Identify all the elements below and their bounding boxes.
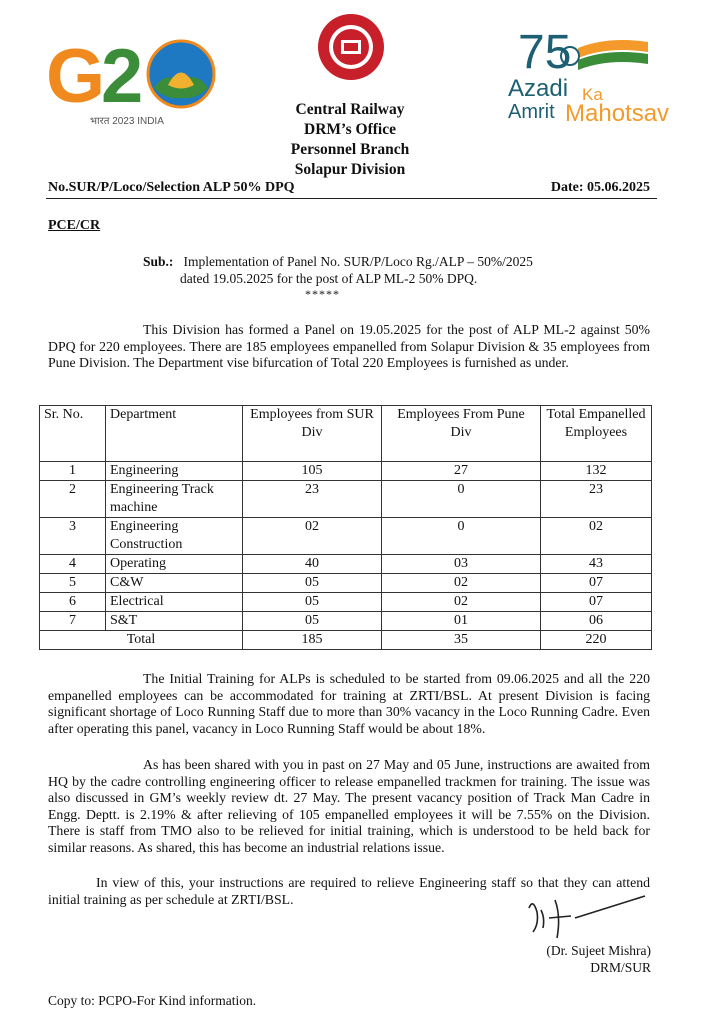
cell-sr: 7 <box>40 612 106 631</box>
copy-to-line: Copy to: PCPO-For Kind information. <box>48 993 257 1008</box>
cell-dept: Engineering <box>106 462 243 481</box>
cell-pune: 0 <box>382 481 541 518</box>
svg-text:G: G <box>46 34 106 119</box>
cell-sr: 6 <box>40 593 106 612</box>
cell-sr: 2 <box>40 481 106 518</box>
paragraph-1-text: This Division has formed a Panel on 19.05.2025 for the post of ALP ML-2 against 50% DPQ for 220 employees. There are 185 employees empanelled from Solapur Division & 35 employees from Pune Division. The Department vise bifurcation of Total 220 Employees is furnished as under. <box>48 322 650 371</box>
table-row <box>40 481 652 518</box>
col-header-department: Department <box>106 406 243 462</box>
cell-pune: 27 <box>382 462 541 481</box>
indian-railways-emblem <box>316 12 386 82</box>
paragraph-4-text: In view of this, your instructions are required to relieve Engineering staff so that they can attend initial training as per schedule at ZRTI/BSL. <box>48 875 650 907</box>
azadi-number: 75 <box>518 26 572 79</box>
reference-line <box>48 180 650 196</box>
g20-subtitle: भारत 2023 INDIA <box>90 116 164 127</box>
total-all: 220 <box>541 631 652 650</box>
cell-dept: Engineering Track machine <box>106 481 243 518</box>
office-header <box>200 100 500 180</box>
cell-sur: 02 <box>243 518 382 555</box>
subject-line-2: dated 19.05.2025 for the post of ALP ML-2 50% DPQ. <box>180 271 478 286</box>
cell-pune: 0 <box>382 518 541 555</box>
cell-pune: 01 <box>382 612 541 631</box>
signature-icon <box>515 888 655 948</box>
col-header-total: Total Empanelled Employees <box>541 406 652 462</box>
cell-pune: 02 <box>382 574 541 593</box>
cell-total: 43 <box>541 555 652 574</box>
col-header-sr-no: Sr. No. <box>40 406 106 462</box>
cell-sr: 5 <box>40 574 106 593</box>
col-header-pune: Employees From Pune Div <box>382 406 541 462</box>
signatory-name: (Dr. Sujeet Mishra) <box>546 943 651 958</box>
paragraph-2 <box>48 671 650 737</box>
paragraph-1 <box>48 322 650 372</box>
svg-text:Ka: Ka <box>582 85 603 104</box>
svg-text:Mahotsav: Mahotsav <box>565 100 670 127</box>
subject-label: Sub.: <box>143 254 174 269</box>
signatory-designation: DRM/SUR <box>590 960 651 975</box>
total-label: Total <box>40 631 243 650</box>
cell-dept: Engineering Construction <box>106 518 243 555</box>
letter-date: Date: 05.06.2025 <box>550 180 650 195</box>
cell-total: 23 <box>541 481 652 518</box>
cell-sur: 23 <box>243 481 382 518</box>
cell-dept: Electrical <box>106 593 243 612</box>
header-line-3: Personnel Branch <box>290 141 410 158</box>
department-bifurcation-table <box>39 405 652 650</box>
azadi-ka-amrit-mahotsav-logo <box>508 18 698 128</box>
cell-dept: S&T <box>106 612 243 631</box>
cell-total: 07 <box>541 574 652 593</box>
cell-total: 132 <box>541 462 652 481</box>
cell-total: 07 <box>541 593 652 612</box>
cell-sur: 105 <box>243 462 382 481</box>
cell-total: 06 <box>541 612 652 631</box>
svg-text:Azadi: Azadi <box>508 75 569 102</box>
cell-sur: 05 <box>243 593 382 612</box>
table-row <box>40 593 652 612</box>
table-header-row <box>40 406 652 462</box>
table-row <box>40 518 652 555</box>
railway-emblem-icon <box>316 12 386 82</box>
cell-dept: Operating <box>106 555 243 574</box>
svg-text:Amrit: Amrit <box>508 101 555 123</box>
handwritten-signature <box>515 888 655 948</box>
subject-block <box>143 253 613 287</box>
total-sur: 185 <box>243 631 382 650</box>
total-pune: 35 <box>382 631 541 650</box>
cell-dept: C&W <box>106 574 243 593</box>
paragraph-2-text: The Initial Training for ALPs is scheduled to be started from 09.06.2025 and all the 220 empanelled employees can be accommodated for training at ZRTI/BSL. At present Division is facing significant shortage of Loco Running Staff due to more than 30% vacancy in the Loco Running Cadre. Even after operating this panel, vacancy in Loco Running Staff would be about 18%. <box>48 671 650 736</box>
table-row <box>40 555 652 574</box>
header-line-4: Solapur Division <box>294 161 406 178</box>
paragraph-3 <box>48 757 650 857</box>
signatory <box>531 942 651 976</box>
cell-sur: 05 <box>243 574 382 593</box>
table-row <box>40 612 652 631</box>
cell-sr: 4 <box>40 555 106 574</box>
col-header-sur: Employees from SUR Div <box>243 406 382 462</box>
azadi-logo-graphic <box>508 18 698 128</box>
header-divider <box>46 198 657 199</box>
cell-sr: 3 <box>40 518 106 555</box>
header-line-2: DRM’s Office <box>304 121 396 138</box>
table-row <box>40 574 652 593</box>
cell-pune: 03 <box>382 555 541 574</box>
cell-sur: 40 <box>243 555 382 574</box>
svg-text:2: 2 <box>101 34 144 119</box>
reference-number: No.SUR/P/Loco/Selection ALP 50% DPQ <box>48 180 295 195</box>
cell-pune: 02 <box>382 593 541 612</box>
addressee: PCE/CR <box>48 218 101 233</box>
cell-sur: 05 <box>243 612 382 631</box>
separator-stars: ***** <box>305 287 340 301</box>
cell-total: 02 <box>541 518 652 555</box>
table-total-row <box>40 631 652 650</box>
subject-line-1: Implementation of Panel No. SUR/P/Loco Rg./ALP – 50%/2025 <box>183 254 533 269</box>
table-row <box>40 462 652 481</box>
paragraph-3-text: As has been shared with you in past on 27 May and 05 June, instructions are awaited from HQ by the cadre controlling engineering officer to release empanelled trackmen for training. The issue was also discussed in GM’s weekly review dt. 27 May. The present vacancy position of Track Man Cadre in Engg. Deptt. is 2.19% & after relieving of 105 empanelled employees it will be 7.55% on the Division. There is staff from TMO also to be relieved for initial training, which is understood to be held back for similar reasons. As shared, this has become an industrial relations issue. <box>48 757 650 855</box>
header-line-1: Central Railway <box>295 101 405 118</box>
cell-sr: 1 <box>40 462 106 481</box>
